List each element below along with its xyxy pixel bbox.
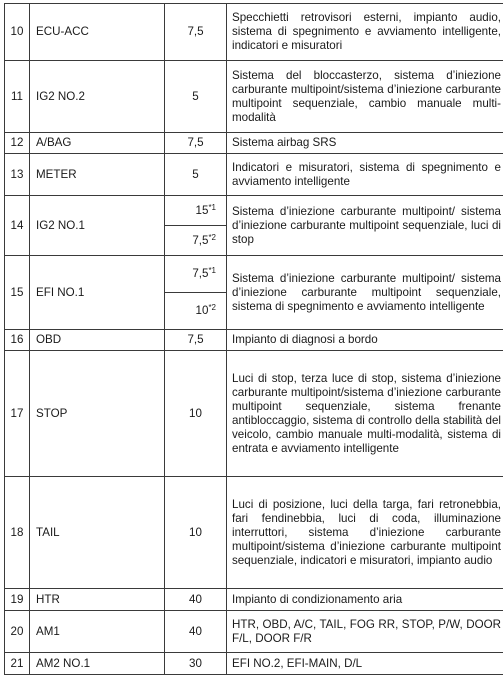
table-row [5,611,503,653]
footnote-marker: *1 [208,266,216,275]
table-row [5,133,503,154]
table-row [5,477,503,589]
table-row [5,653,503,675]
fuse-name: ECU-ACC [30,4,165,61]
table-row [5,330,503,351]
fuse-number: 10 [5,4,30,61]
fuse-name: EFI NO.1 [30,256,165,330]
footnote-marker: *1 [208,202,216,212]
fuse-amperage: 30 [165,653,227,675]
fuse-amperage: 40 [165,589,227,611]
fuse-name: METER [30,154,165,196]
table-row [5,61,503,133]
footnote-marker: *2 [208,232,216,242]
table-row [5,196,503,226]
table-row [5,154,503,196]
fuse-name: TAIL [30,477,165,589]
table-row [5,4,503,61]
fuse-number: 20 [5,611,30,653]
fuse-description: Luci di posizione, luci della targa, fari retronebbia, fari fendinebbia, luci di coda, illuminazione interruttori, sistema d’iniezione carburante multipoint/sistema d’iniezione carburante multipoint sequenziale, indicatori e misuratori, impianto audio [227,477,503,589]
fuse-amperage: 7,5 [165,133,227,154]
footnote-marker: *2 [208,303,216,312]
fuse-amperage-variant-1: 15$^{*1}$ [165,196,227,226]
fuse-number: 12 [5,133,30,154]
fuse-amperage: 10 [165,351,227,477]
table-row [5,256,503,293]
fuse-table [4,3,503,675]
fuse-amperage: 5 [165,61,227,133]
fuse-amperage: 40 [165,611,227,653]
fuse-name: IG2 NO.1 [30,196,165,256]
fuse-description: Sistema del bloccasterzo, sistema d’iniezione carburante multipoint/sistema d’iniezione carburante multipoint sequenziale, cambio manuale multi-modalità [227,61,503,133]
fuse-number: 14 [5,196,30,256]
fuse-amperage-variant-2: 10$^{*2}$ [165,293,227,330]
fuse-number: 17 [5,351,30,477]
fuse-number: 16 [5,330,30,351]
fuse-amperage: 5 [165,154,227,196]
fuse-description: Sistema d’iniezione carburante multipoint/ sistema d’iniezione carburante multipoint sequenziale, luci di stop [227,196,503,256]
fuse-number: 13 [5,154,30,196]
fuse-number: 19 [5,589,30,611]
fuse-description: Indicatori e misuratori, sistema di spegnimento e avviamento intelligente [227,154,503,196]
table-row [5,351,503,477]
fuse-number: 18 [5,477,30,589]
fuse-description: EFI NO.2, EFI-MAIN, D/L [227,653,503,675]
fuse-description: Specchietti retrovisori esterni, impianto audio, sistema di spegnimento e avviamento intelligente, indicatori e misuratori [227,4,503,61]
fuse-description: Sistema d’iniezione carburante multipoint/ sistema d’iniezione carburante multipoint sequenziale, sistema di spegnimento e avviamento intelligente [227,256,503,330]
table-row [5,589,503,611]
fuse-amperage-variant-2: 7,5$^{*2}$ [165,226,227,256]
fuse-name: HTR [30,589,165,611]
fuse-description: Impianto di condizionamento aria [227,589,503,611]
fuse-description: Sistema airbag SRS [227,133,503,154]
fuse-number: 15 [5,256,30,330]
fuse-name: AM2 NO.1 [30,653,165,675]
fuse-amperage: 7,5 [165,330,227,351]
fuse-name: IG2 NO.2 [30,61,165,133]
fuse-number: 11 [5,61,30,133]
fuse-amperage-variant-1: 7,5$^{*1}$ [165,256,227,293]
fuse-description: Impianto di diagnosi a bordo [227,330,503,351]
fuse-number: 21 [5,653,30,675]
fuse-name: A/BAG [30,133,165,154]
fuse-description: HTR, OBD, A/C, TAIL, FOG RR, STOP, P/W, DOOR F/L, DOOR F/R [227,611,503,653]
fuse-amperage: 10 [165,477,227,589]
fuse-name: STOP [30,351,165,477]
fuse-description: Luci di stop, terza luce di stop, sistema d’iniezione carburante multipoint/sistema d’iniezione carburante multipoint sequenziale, sistema frenante antibloccaggio, sistema di controllo della stabilità del veicolo, cambio manuale multi-modalità, sistema di entrata e avviamento intelligente [227,351,503,477]
fuse-name: AM1 [30,611,165,653]
fuse-name: OBD [30,330,165,351]
fuse-amperage: 7,5 [165,4,227,61]
